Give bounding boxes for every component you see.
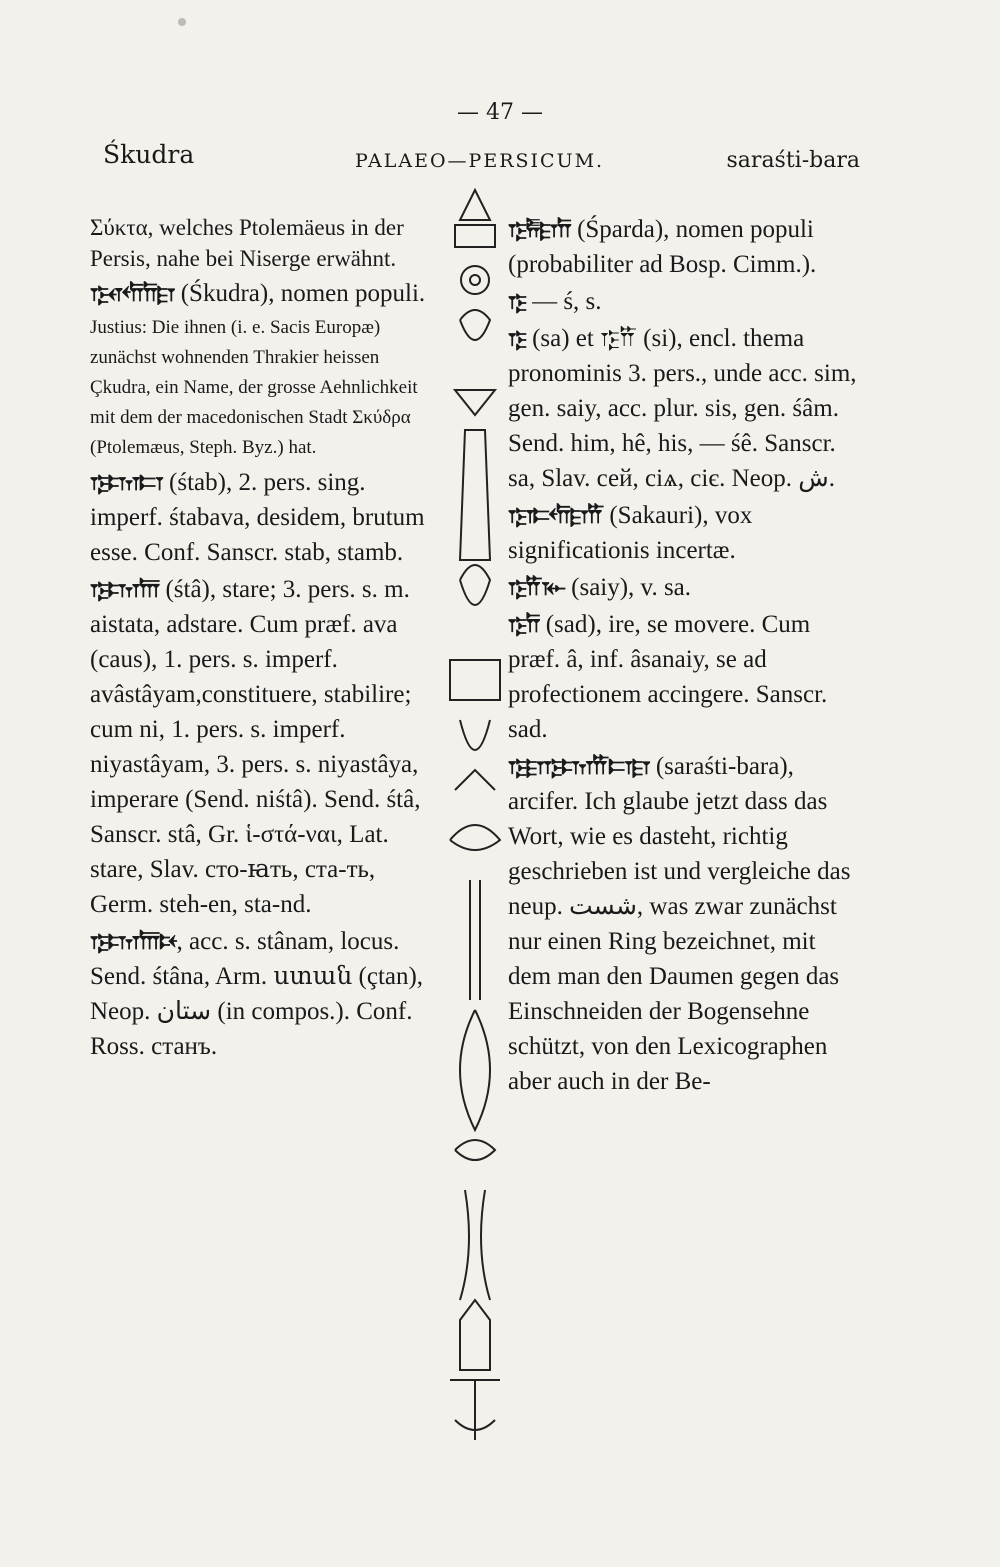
- dictionary-entry: [508, 212, 858, 282]
- paragraph-text: Σύκτα, welches Ptolemäeus in der Persis, nahe bei Niserge erwähnt.: [90, 215, 404, 271]
- entry-text: — ś, s.: [525, 288, 602, 315]
- entry-text: (saraśti-bara), arcifer. Ich glaube jetzt dass das Wort, wie es dasteht, richtig geschrieben ist und vergleiche das neup. شست, was zwar zunächst nur einen Ring bezeichnet, mit dem man den Daumen gegen das Einschneiden der Bogensehne schützt, von den Lexicographen aber auch in der Be-: [508, 753, 851, 1095]
- entry-text: (sa) et 𐎿𐎡 (si), encl. thema pronominis 3. pers., unde acc. sim, gen. saiy, acc. plur. sis, gen. śâm. Send. him, hê, his, — śê. Sanscr. sa, Slav. сей, сіѧ, сіє. Neop. ش.: [508, 325, 857, 492]
- entry-text: (śtâ), stare; 3. pers. s. m. aistata, adstare. Cum præf. ava (caus), 1. pers. s. imperf. avâstâyam,constituere, stabilire; cum ni, 1. pers. s. imperf. niyastâyam, 3. pers. s. niyastâya, imperare (Send. niśtâ). Send. śtâ, Sanscr. stâ, Gr. ἱ-στά-ναι, Lat. stare, Slav. сто-ꙗть, ста-ть, Germ. steh-en, sta-nd.: [90, 576, 421, 918]
- cuneiform-headword: 𐎿𐎫𐎠: [90, 575, 160, 603]
- cuneiform-headword: 𐎿𐎭: [508, 610, 540, 638]
- entry-text: , acc. s. stânam, locus. Send. śtâna, Arm. ստան (çtan), Neop. ستان (in compos.). Conf. Ross. станъ.: [90, 928, 424, 1060]
- entry-text: (śtab), 2. pers. sing. imperf. śtabava, desidem, brutum esse. Conf. Sanscr. stab, stamb.: [90, 469, 425, 566]
- dictionary-entry: [508, 284, 858, 319]
- header-left-word: Śkudra: [103, 140, 195, 169]
- dictionary-entry: [508, 498, 858, 568]
- dictionary-entry: [90, 465, 435, 570]
- dictionary-entry: [90, 276, 435, 311]
- entry-text: (sad), ire, se movere. Cum præf. â, inf. âsanaiy, se ad profectionem accingere. Sanscr. sad.: [508, 611, 828, 743]
- dictionary-entry: [90, 572, 435, 922]
- right-column: [508, 212, 858, 1101]
- cuneiform-headword: 𐎿: [508, 324, 526, 352]
- dictionary-entry: [508, 607, 858, 747]
- header-title: PALAEO—PERSICUM.: [355, 150, 605, 172]
- entry-text: (Sakauri), vox significationis incertæ.: [508, 502, 753, 564]
- cuneiform-headword: 𐎿: [508, 287, 526, 315]
- header-right-word: saraśti-bara: [726, 148, 860, 173]
- dictionary-entry: [90, 924, 435, 1064]
- entry-text: (saiy), v. sa.: [564, 574, 692, 601]
- dictionary-entry: [508, 570, 858, 605]
- cuneiform-headword: 𐎿𐎣𐎢𐎼𐎡: [508, 501, 604, 529]
- page-number: — 47 —: [457, 100, 543, 125]
- cuneiform-headword: 𐎿𐎫𐎠𐎴: [90, 927, 177, 955]
- entry-text: (Śkudra), nomen populi.: [174, 280, 426, 307]
- entry-text: (Śparda), nomen populi (probabiliter ad Bosp. Cimm.).: [508, 216, 817, 278]
- ink-speck: [178, 18, 186, 26]
- cuneiform-headword: 𐎿𐎼𐎿𐎫𐎡𐎲𐎼: [508, 752, 650, 780]
- paragraph-text: Justius: Die ihnen (i. e. Sacis Europæ) zunächst wohnenden Thrakier heissen Çkudra, ein Name, der grosse Aehnlichkeit mit dem der macedonischen Stadt Σκύδρα (Ptolemæus, Steph. Byz.) hat.: [90, 317, 418, 458]
- dictionary-entry: [508, 321, 858, 496]
- cuneiform-headword: 𐎿𐎫𐎲: [90, 468, 163, 496]
- cuneiform-headword: 𐎿𐎡𐎹: [508, 573, 565, 601]
- central-ornament-column: [440, 180, 510, 1450]
- cuneiform-headword: 𐎿𐎱𐎼𐎭: [508, 215, 571, 243]
- left-column: [90, 212, 435, 1066]
- dictionary-entry: [508, 749, 858, 1099]
- cuneiform-headword: 𐎿𐎤𐎢𐎭𐎼: [90, 279, 175, 307]
